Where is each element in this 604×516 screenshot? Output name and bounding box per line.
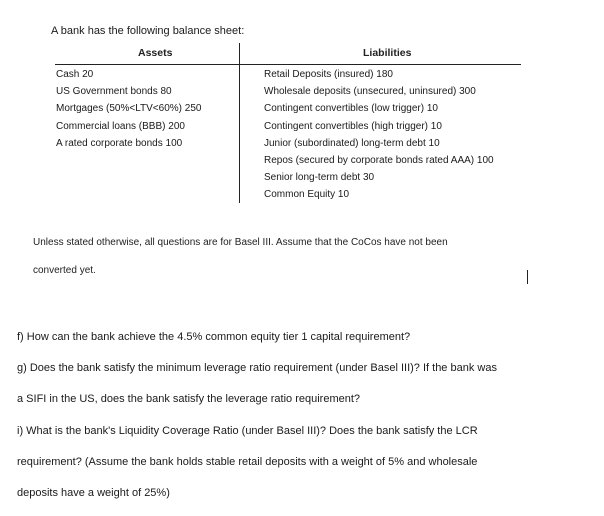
asset-item: US Government bonds 80 <box>56 86 172 98</box>
liability-item: Contingent convertibles (low trigger) 10 <box>264 103 438 115</box>
asset-item: Commercial loans (BBB) 200 <box>56 120 185 132</box>
liability-item: Common Equity 10 <box>264 189 350 201</box>
table-header-divider <box>55 64 521 65</box>
asset-item: A rated corporate bonds 100 <box>56 137 183 149</box>
table-column-divider <box>239 43 240 203</box>
assets-list <box>56 66 201 152</box>
liabilities-list <box>264 66 494 204</box>
question-i-continued: requirement? (Assume the bank holds stable retail deposits with a weight of 5% and wholesale <box>17 456 478 468</box>
asset-item: Cash 20 <box>56 69 94 80</box>
liability-item: Repos (secured by corporate bonds rated AAA) 100 <box>264 155 494 167</box>
intro-text: A bank has the following balance sheet: <box>51 25 245 37</box>
note-line-1: Unless stated otherwise, all questions are for Basel III. Assume that the CoCos have not been <box>33 237 448 248</box>
liability-item: Senior long-term debt 30 <box>264 172 375 184</box>
question-f: f) How can the bank achieve the 4.5% common equity tier 1 capital requirement? <box>17 331 411 343</box>
asset-item: Mortgages (50%<LTV<60%) 250 <box>56 103 202 115</box>
liability-item: Junior (subordinated) long-term debt 10 <box>264 137 440 149</box>
text-cursor <box>527 270 528 284</box>
liability-item: Wholesale deposits (unsecured, uninsured) 300 <box>264 86 476 98</box>
liabilities-header: Liabilities <box>363 47 412 59</box>
question-g: g) Does the bank satisfy the minimum leverage ratio requirement (under Basel III)? If the bank was <box>17 362 497 374</box>
liability-item: Retail Deposits (insured) 180 <box>264 69 393 80</box>
question-g-continued: a SIFI in the US, does the bank satisfy the leverage ratio requirement? <box>17 393 361 405</box>
assets-header: Assets <box>138 47 173 59</box>
question-i: i) What is the bank's Liquidity Coverage Ratio (under Basel III)? Does the bank satisfy the LCR <box>17 425 478 437</box>
liability-item: Contingent convertibles (high trigger) 10 <box>264 120 442 132</box>
note-line-2: converted yet. <box>33 265 96 276</box>
question-i-continued-2: deposits have a weight of 25%) <box>17 487 170 499</box>
